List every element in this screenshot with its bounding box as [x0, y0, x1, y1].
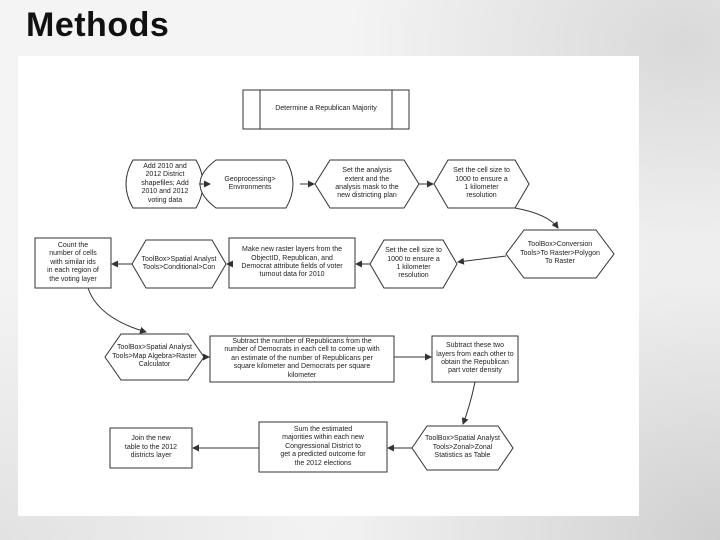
node-text-4: Set the analysis extent and the analysis mask to the new districting plan	[335, 167, 399, 200]
node-text-11: ToolBox>Spatial Analyst Tools>Map Algebra>Raster Calculator	[112, 344, 197, 369]
node-text-13: Subtract these two layers from each other to obtain the Republican part voter density	[436, 342, 514, 375]
node-text-8: Make new raster layers from the ObjectID, Republican, and Democrat attribute fields of voter turnout data for 2010	[241, 246, 343, 279]
node-subtract-layers	[432, 336, 518, 382]
node-con-tool	[132, 240, 226, 288]
node-sum-majorities	[259, 422, 387, 472]
arrow-13-14	[463, 382, 475, 424]
node-polygon-to-raster	[506, 230, 614, 278]
flowchart-svg	[18, 56, 639, 516]
node-set-extent	[315, 160, 419, 208]
node-geoprocessing	[200, 160, 293, 208]
node-text-5: Set the cell size to 1000 to ensure a 1 kilometer resolution	[453, 167, 510, 200]
node-count-cells	[35, 238, 111, 288]
node-text-9: ToolBox>Spatial Analyst Tools>Conditional>Con	[141, 255, 217, 271]
node-set-cellsize-1	[434, 160, 529, 208]
node-text-3: Geoprocessing> Environments	[224, 175, 276, 191]
arrow-10-11	[88, 288, 146, 332]
node-subtract-republicans	[210, 336, 394, 382]
node-raster-calculator	[105, 334, 204, 380]
node-text-1: Determine a Republican Majority	[275, 105, 377, 113]
node-make-raster-layers	[229, 238, 355, 288]
arrow-5-6	[515, 208, 558, 228]
node-text-2: Add 2010 and 2012 District shapefiles; Add 2010 and 2012 voting data	[141, 162, 189, 204]
node-set-cellsize-2	[370, 240, 457, 288]
node-text-16: Join the new table to the 2012 districts layer	[124, 435, 178, 460]
slide-title: Methods	[26, 6, 170, 44]
arrow-6-7	[458, 256, 506, 262]
node-text-12: Subtract the number of Republicans from the number of Democrats in each cell to come up with an estimate of the number of Republicans per square kilometer and Democrats per square kilometer	[224, 337, 380, 379]
node-text-15: Sum the estimated majorities within each new Congressional District to get a predicted outcome for the 2012 elections	[280, 425, 366, 467]
node-text-14: ToolBox>Spatial Analyst Tools>Zonal>Zonal Statistics as Table	[425, 435, 500, 460]
node-text-10: Count the number of cells with similar ids in each region of the voting layer	[47, 241, 99, 283]
node-determine-majority	[243, 90, 409, 129]
node-text-6: ToolBox>Conversion Tools>To Raster>Polygon To Raster	[520, 241, 600, 266]
node-text-7: Set the cell size to 1000 to ensure a 1 kilometer resolution	[385, 247, 442, 280]
node-join-table	[110, 428, 192, 468]
node-zonal-statistics	[412, 426, 513, 470]
flowchart-panel	[18, 56, 639, 516]
node-add-shapefiles	[126, 160, 203, 208]
